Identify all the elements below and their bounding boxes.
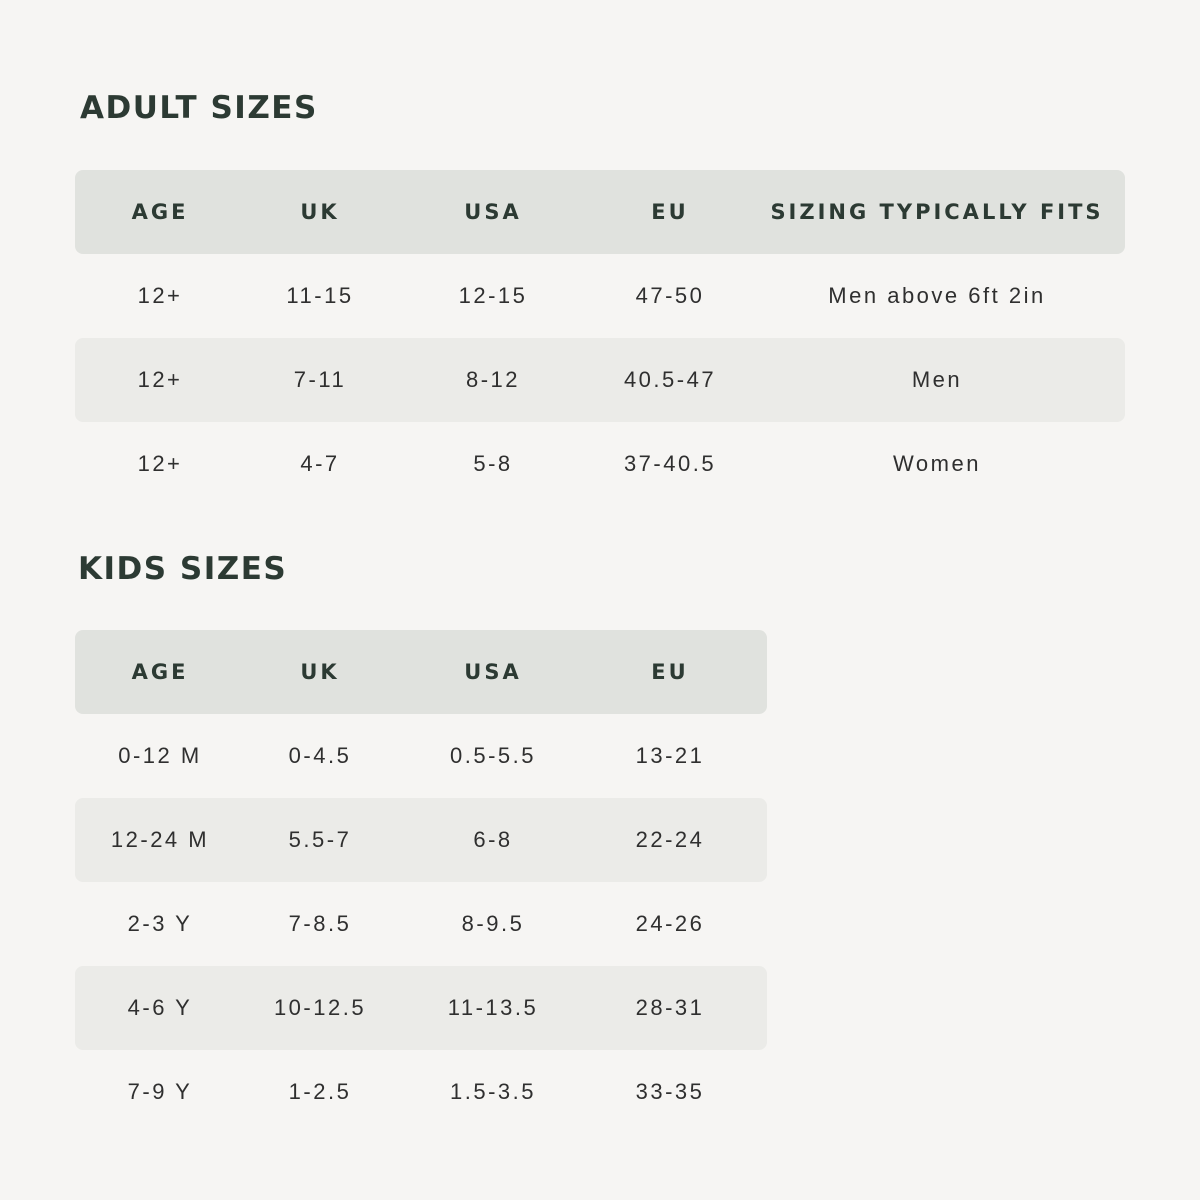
usa-cell: 5-8 <box>473 451 513 476</box>
age-cell: 12+ <box>137 283 183 308</box>
kids-header-uk: UK <box>300 660 340 684</box>
usa-cell: 11-13.5 <box>447 995 539 1020</box>
eu-cell: 28-31 <box>635 995 705 1020</box>
kids-header-age: AGE <box>131 660 189 684</box>
age-cell: 4-6 Y <box>127 995 193 1020</box>
age-cell: 7-9 Y <box>127 1079 193 1104</box>
uk-cell: 5.5-7 <box>288 827 352 852</box>
uk-cell: 7-11 <box>293 367 347 392</box>
eu-cell: 24-26 <box>635 911 705 936</box>
kids-sizes-title: KIDS SIZES <box>78 551 288 587</box>
adult-header-row <box>75 170 1125 254</box>
fits-cell: Women <box>893 451 981 476</box>
kids-header-usa: USA <box>464 660 522 684</box>
adult-header-usa: USA <box>464 200 522 224</box>
fits-cell: Men above 6ft 2in <box>828 283 1046 308</box>
adult-header-eu: EU <box>651 200 689 224</box>
table-row <box>75 798 767 882</box>
table-row <box>75 338 1125 422</box>
fits-cell: Men <box>911 367 963 392</box>
table-row <box>75 1050 767 1134</box>
eu-cell: 13-21 <box>635 743 705 768</box>
uk-cell: 1-2.5 <box>288 1079 352 1104</box>
adult-header-age: AGE <box>131 200 189 224</box>
table-row <box>75 966 767 1050</box>
kids-header-row <box>75 630 767 714</box>
usa-cell: 1.5-3.5 <box>450 1079 536 1104</box>
age-cell: 12-24 M <box>110 827 210 852</box>
uk-cell: 11-15 <box>286 283 354 308</box>
table-row <box>75 422 1125 506</box>
eu-cell: 33-35 <box>635 1079 705 1104</box>
uk-cell: 4-7 <box>300 451 340 476</box>
table-row <box>75 714 767 798</box>
adult-header-uk: UK <box>300 200 340 224</box>
adult-header-fits: SIZING TYPICALLY FITS <box>770 200 1104 224</box>
age-cell: 12+ <box>137 451 183 476</box>
usa-cell: 6-8 <box>473 827 513 852</box>
age-cell: 2-3 Y <box>127 911 193 936</box>
eu-cell: 37-40.5 <box>623 451 717 476</box>
uk-cell: 7-8.5 <box>288 911 352 936</box>
kids-sizes-table <box>75 630 767 1134</box>
table-row <box>75 254 1125 338</box>
uk-cell: 10-12.5 <box>273 995 367 1020</box>
table-row <box>75 882 767 966</box>
eu-cell: 47-50 <box>635 283 705 308</box>
age-cell: 0-12 M <box>118 743 202 768</box>
adult-sizes-table <box>75 170 1125 506</box>
uk-cell: 0-4.5 <box>288 743 352 768</box>
kids-header-eu: EU <box>651 660 689 684</box>
usa-cell: 8-9.5 <box>461 911 525 936</box>
usa-cell: 12-15 <box>458 283 528 308</box>
eu-cell: 22-24 <box>635 827 705 852</box>
adult-sizes-title: ADULT SIZES <box>80 90 318 126</box>
usa-cell: 8-12 <box>465 367 521 392</box>
usa-cell: 0.5-5.5 <box>450 743 536 768</box>
eu-cell: 40.5-47 <box>623 367 717 392</box>
age-cell: 12+ <box>137 367 183 392</box>
